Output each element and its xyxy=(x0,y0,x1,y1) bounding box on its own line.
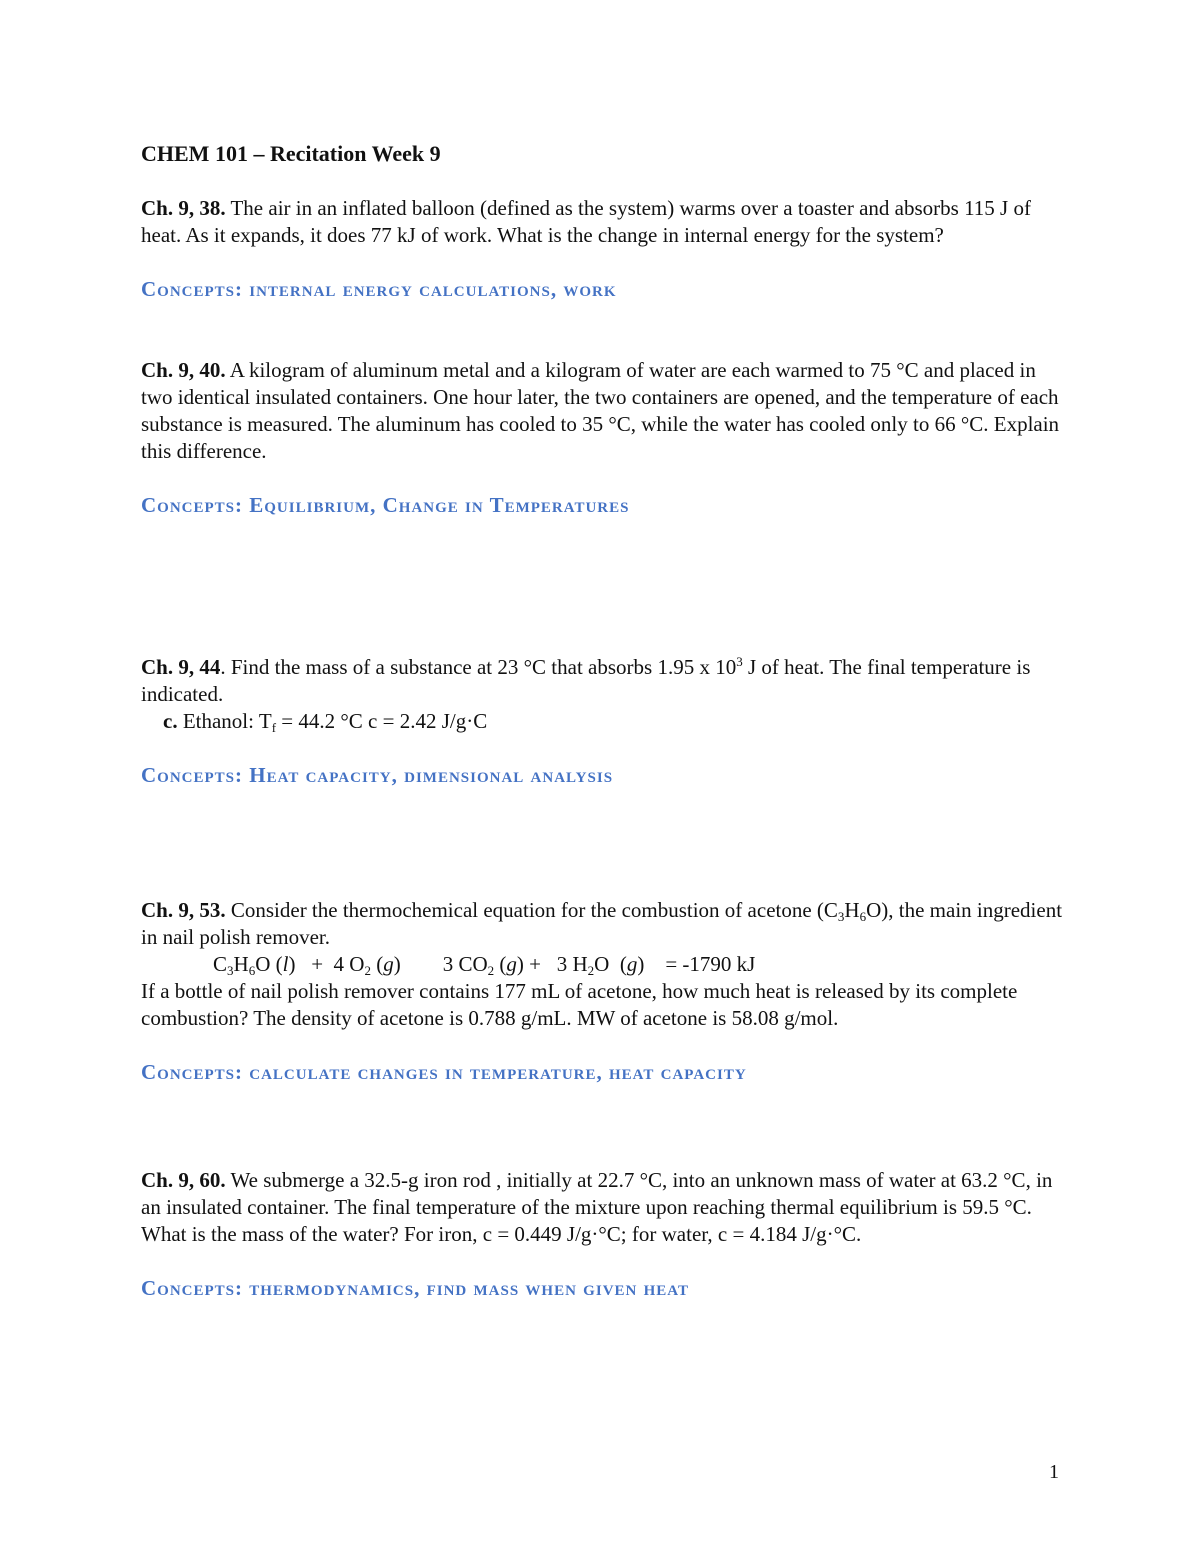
problem-44-body-2: J of heat. The final temperature is indicated. xyxy=(141,655,1031,706)
problem-53-text xyxy=(141,897,1071,951)
problem-53-question: If a bottle of nail polish remover contains 177 mL of acetone, how much heat is released by its complete combustion? The density of acetone is 0.788 g/mL. MW of acetone is 58.08 g/mol. xyxy=(141,979,1018,1030)
page-number: 1 xyxy=(1049,1461,1059,1483)
eq-part: H xyxy=(233,952,249,976)
problem-53-number: Ch. 9, 53. xyxy=(141,898,226,922)
problem-53-body-c: O), the main ingredient in nail polish remover. xyxy=(141,898,1063,949)
problem-44-sub-item-subscript: f xyxy=(271,720,277,735)
problem-53-concepts: Concepts: calculate changes in temperature, heat capacity xyxy=(141,1060,747,1084)
eq-part: O ( xyxy=(255,952,283,976)
problem-44-body-1: . Find the mass of a substance at 23 °C that absorbs 1.95 x 10 xyxy=(220,655,737,679)
document-page xyxy=(141,140,1071,1302)
document-title: CHEM 101 – Recitation Week 9 xyxy=(141,141,441,166)
problem-53-equation xyxy=(141,951,1071,978)
problem-53-body-a: Consider the thermochemical equation for the combustion of acetone (C xyxy=(225,898,838,922)
problem-40-concepts: Concepts: Equilibrium, Change in Temperatures xyxy=(141,493,630,517)
problem-38-number: Ch. 9, 38. xyxy=(141,196,226,220)
problem-40-text xyxy=(141,357,1071,465)
eq-part: C xyxy=(213,952,228,976)
problem-60-body: We submerge a 32.5-g iron rod , initially at 22.7 °C, into an unknown mass of water at 63.2 °C, in an insulated container. The final temperature of the mixture upon reaching thermal equilibrium is 59.5 °C. What is the mass of the water? For iron, c = 0.449 J/g·°C; for water, c = 4.184 J/g·°C. xyxy=(141,1168,1053,1246)
eq-sub: 2 xyxy=(487,963,495,978)
problem-53-body-b: H xyxy=(844,898,860,922)
problem-40-number: Ch. 9, 40. xyxy=(141,358,226,382)
problem-53-sub-a1: 3 xyxy=(837,909,845,924)
eq-sub: 2 xyxy=(587,963,595,978)
problem-44-concepts: Concepts: Heat capacity, dimensional analysis xyxy=(141,763,614,787)
eq-part: ) 3 CO xyxy=(393,952,488,976)
eq-part: ) + 3 H xyxy=(516,952,588,976)
problem-60-concepts: Concepts: thermodynamics, find mass when given heat xyxy=(141,1276,690,1300)
problem-44 xyxy=(141,654,1071,735)
eq-part: O ( xyxy=(594,952,627,976)
eq-state: g xyxy=(626,952,638,976)
problem-60-number: Ch. 9, 60. xyxy=(141,1168,226,1192)
eq-part: ) + 4 O xyxy=(288,952,365,976)
eq-part: ( xyxy=(370,952,384,976)
problem-53-sub-a2: 6 xyxy=(859,909,867,924)
problem-40 xyxy=(141,357,1071,465)
eq-sub: 3 xyxy=(227,963,234,978)
eq-state: g xyxy=(383,952,394,976)
problem-44-sub-item-label: c. xyxy=(163,709,178,733)
eq-sub: 2 xyxy=(364,963,371,978)
problem-40-body: A kilogram of aluminum metal and a kilogram of water are each warmed to 75 °C and placed in two identical insulated containers. One hour later, the two containers are opened, and the temperature of each substance is measured. The aluminum has cooled to 35 °C, while the water has cooled only to 66 °C. Explain this difference. xyxy=(141,358,1060,463)
problem-60 xyxy=(141,1167,1071,1248)
problem-44-sub-item xyxy=(141,708,1071,735)
eq-part: ) = -1790 kJ xyxy=(637,952,756,976)
eq-sub: 6 xyxy=(248,963,256,978)
problem-53 xyxy=(141,897,1071,1032)
eq-state: g xyxy=(506,952,517,976)
eq-part: ( xyxy=(494,952,507,976)
problem-44-sub-item-text-2: = 44.2 °C c = 2.42 J/g·C xyxy=(276,709,488,733)
problem-38 xyxy=(141,195,1071,249)
problem-60-text xyxy=(141,1167,1071,1248)
problem-44-text xyxy=(141,654,1071,708)
problem-38-concepts: Concepts: internal energy calculations, work xyxy=(141,277,617,301)
eq-state: l xyxy=(282,952,289,976)
problem-44-sub-item-text-1: Ethanol: T xyxy=(177,709,272,733)
problem-44-number: Ch. 9, 44 xyxy=(141,655,221,679)
problem-38-body: The air in an inflated balloon (defined as the system) warms over a toaster and absorbs 115 J of heat. As it expands, it does 77 kJ of work. What is the change in internal energy for the system? xyxy=(141,196,1031,247)
problem-38-text xyxy=(141,195,1071,249)
problem-44-exponent: 3 xyxy=(736,654,743,669)
